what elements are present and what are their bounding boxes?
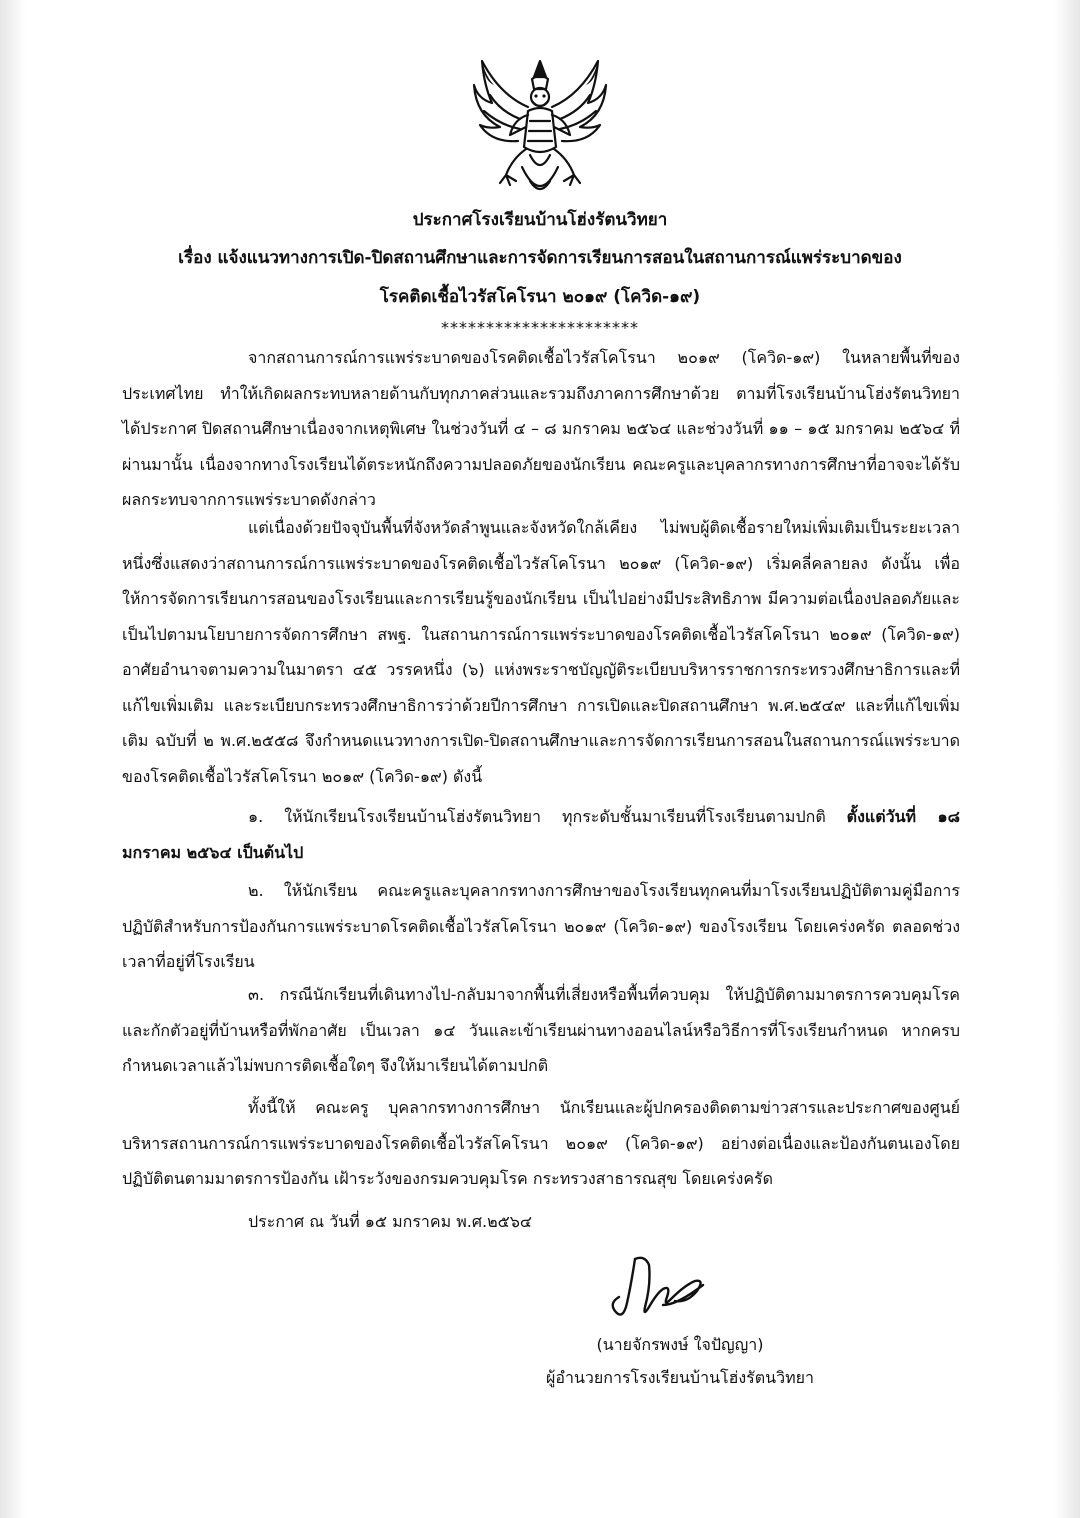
item-1 — [122, 799, 960, 870]
item-1-text: ๑. ให้นักเรียนโรงเรียนบ้านโฮ่งรัตนวิทยา ทุกระดับชั้นมาเรียนที่โรงเรียนตามปกติ — [248, 807, 826, 826]
item-3: ๓. กรณีนักเรียนที่เดินทางไป-กลับมาจากพื้นที่เสี่ยงหรือพื้นที่ควบคุม ให้ปฏิบัติตามมาตรการควบคุมโรคและกักตัวอยู่ที่บ้านหรือที่พักอาศัย เป็นเวลา ๑๔ วันและเข้าเรียนผ่านทางออนไลน์หรือวิธีการที่โรงเรียนกำหนด หากครบกำหนดเวลาแล้วไม่พบการติดเชื้อใดๆ จึงให้มาเรียนได้ตามปกติ — [122, 985, 960, 1075]
closing-paragraph: ทั้งนี้ให้ คณะครู บุคลากรทางการศึกษา นักเรียนและผู้ปกครองติดตามข่าวสารและประกาศของศูนย์บริหารสถานการณ์การแพร่ระบาดของโรคติดเชื้อไวรัสโคโรนา ๒๐๑๙ (โควิด-๑๙) อย่างต่อเนื่องและป้องกันตนเองโดยปฏิบัติตนตามมาตรการป้องกัน เฝ้าระวังของกรมควบคุมโรค กระทรวงสาธารณสุข โดยเคร่งครัด — [122, 1098, 960, 1188]
separator: ********************** — [441, 318, 639, 337]
document-title: ประกาศโรงเรียนบ้านโฮ่งรัตนวิทยา — [412, 210, 668, 230]
item-2: ๒. ให้นักเรียน คณะครูและบุคลากรทางการศึกษาของโรงเรียนทุกคนที่มาโรงเรียนปฏิบัติตามคู่มือการปฏิบัติสำหรับการป้องกันการแพร่ระบาดโรคติดเชื้อไวรัสโคโรนา ๒๐๑๙ (โควิด-๑๙) ของโรงเรียน โดยเคร่งครัด ตลอดช่วงเวลาที่อยู่ที่โรงเรียน — [122, 881, 960, 971]
subject-line-1: เรื่อง แจ้งแนวทางการเปิด-ปิดสถานศึกษาและการจัดการเรียนการสอนในสถานการณ์แพร่ระบาดของ — [178, 248, 902, 268]
garuda-emblem-icon — [470, 55, 610, 207]
signature-icon — [605, 1245, 715, 1335]
signer-title: ผู้อำนวยการโรงเรียนบ้านโฮ่งรัตนวิทยา — [546, 1368, 814, 1387]
page-edge-right — [1054, 0, 1080, 1518]
signer-name: (นายจักรพงษ์ ใจปัญญา) — [596, 1335, 764, 1354]
proclamation-date: ประกาศ ณ วันที่ ๑๕ มกราคม พ.ศ.๒๕๖๔ — [248, 1212, 533, 1231]
subject-line-2: โรคติดเชื้อไวรัสโคโรนา ๒๐๑๙ (โควิด-๑๙) — [379, 287, 701, 307]
page-edge-left — [0, 0, 26, 1518]
paragraph-2: แต่เนื่องด้วยปัจจุบันพื้นที่จังหวัดลำพูนและจังหวัดใกล้เคียง ไม่พบผู้ติดเชื้อรายใหม่เพิ่มเติมเป็นระยะเวลาหนึ่งซึ่งแสดงว่าสถานการณ์การแพร่ระบาดของโรคติดเชื้อไวรัสโคโรนา ๒๐๑๙ (โควิด-๑๙) เริ่มคลี่คลายลง ดังนั้น เพื่อให้การจัดการเรียนการสอนของโรงเรียนและการเรียนรู้ของนักเรียน เป็นไปอย่างมีประสิทธิภาพ มีความต่อเนื่องปลอดภัยและเป็นไปตามนโยบายการจัดการศึกษา สพฐ. ในสถานการณ์การแพร่ระบาดของโรคติดเชื้อไวรัสโคโรนา ๒๐๑๙ (โควิด-๑๙) อาศัยอำนาจตามความในมาตรา ๔๕ วรรคหนึ่ง (๖) แห่งพระราชบัญญัติระเบียบบริหารราชการกระทรวงศึกษาธิการและที่แก้ไขเพิ่มเติม และระเบียบกระทรวงศึกษาธิการว่าด้วยปีการศึกษา การเปิดและปิดสถานศึกษา พ.ศ.๒๕๔๙ และที่แก้ไขเพิ่มเติม ฉบับที่ ๒ พ.ศ.๒๕๕๘ จึงกำหนดแนวทางการเปิด-ปิดสถานศึกษาและการจัดการเรียนการสอนในสถานการณ์แพร่ระบาดของโรคติดเชื้อไวรัสโคโรนา ๒๐๑๙ (โควิด-๑๙) ดังนี้ — [122, 518, 960, 786]
paragraph-1: จากสถานการณ์การแพร่ระบาดของโรคติดเชื้อไวรัสโคโรนา ๒๐๑๙ (โควิด-๑๙) ในหลายพื้นที่ของประเทศไทย ทำให้เกิดผลกระทบหลายด้านกับทุกภาคส่วนและรวมถึงภาคการศึกษาด้วย ตามที่โรงเรียนบ้านโฮ่งรัตนวิทยา ได้ประกาศ ปิดสถานศึกษาเนื่องจากเหตุพิเศษ ในช่วงวันที่ ๔ – ๘ มกราคม ๒๕๖๔ และช่วงวันที่ ๑๑ – ๑๕ มกราคม ๒๕๖๔ ที่ผ่านมานั้น เนื่องจากทางโรงเรียนได้ตระหนักถึงความปลอดภัยของนักเรียน คณะครูและบุคลากรทางการศึกษาที่อาจจะได้รับผลกระทบจากการแพร่ระบาดดังกล่าว — [122, 348, 960, 509]
item-1-date: ตั้งแต่วันที่ ๑๘ มกราคม ๒๕๖๔ เป็นต้นไป — [122, 807, 960, 862]
